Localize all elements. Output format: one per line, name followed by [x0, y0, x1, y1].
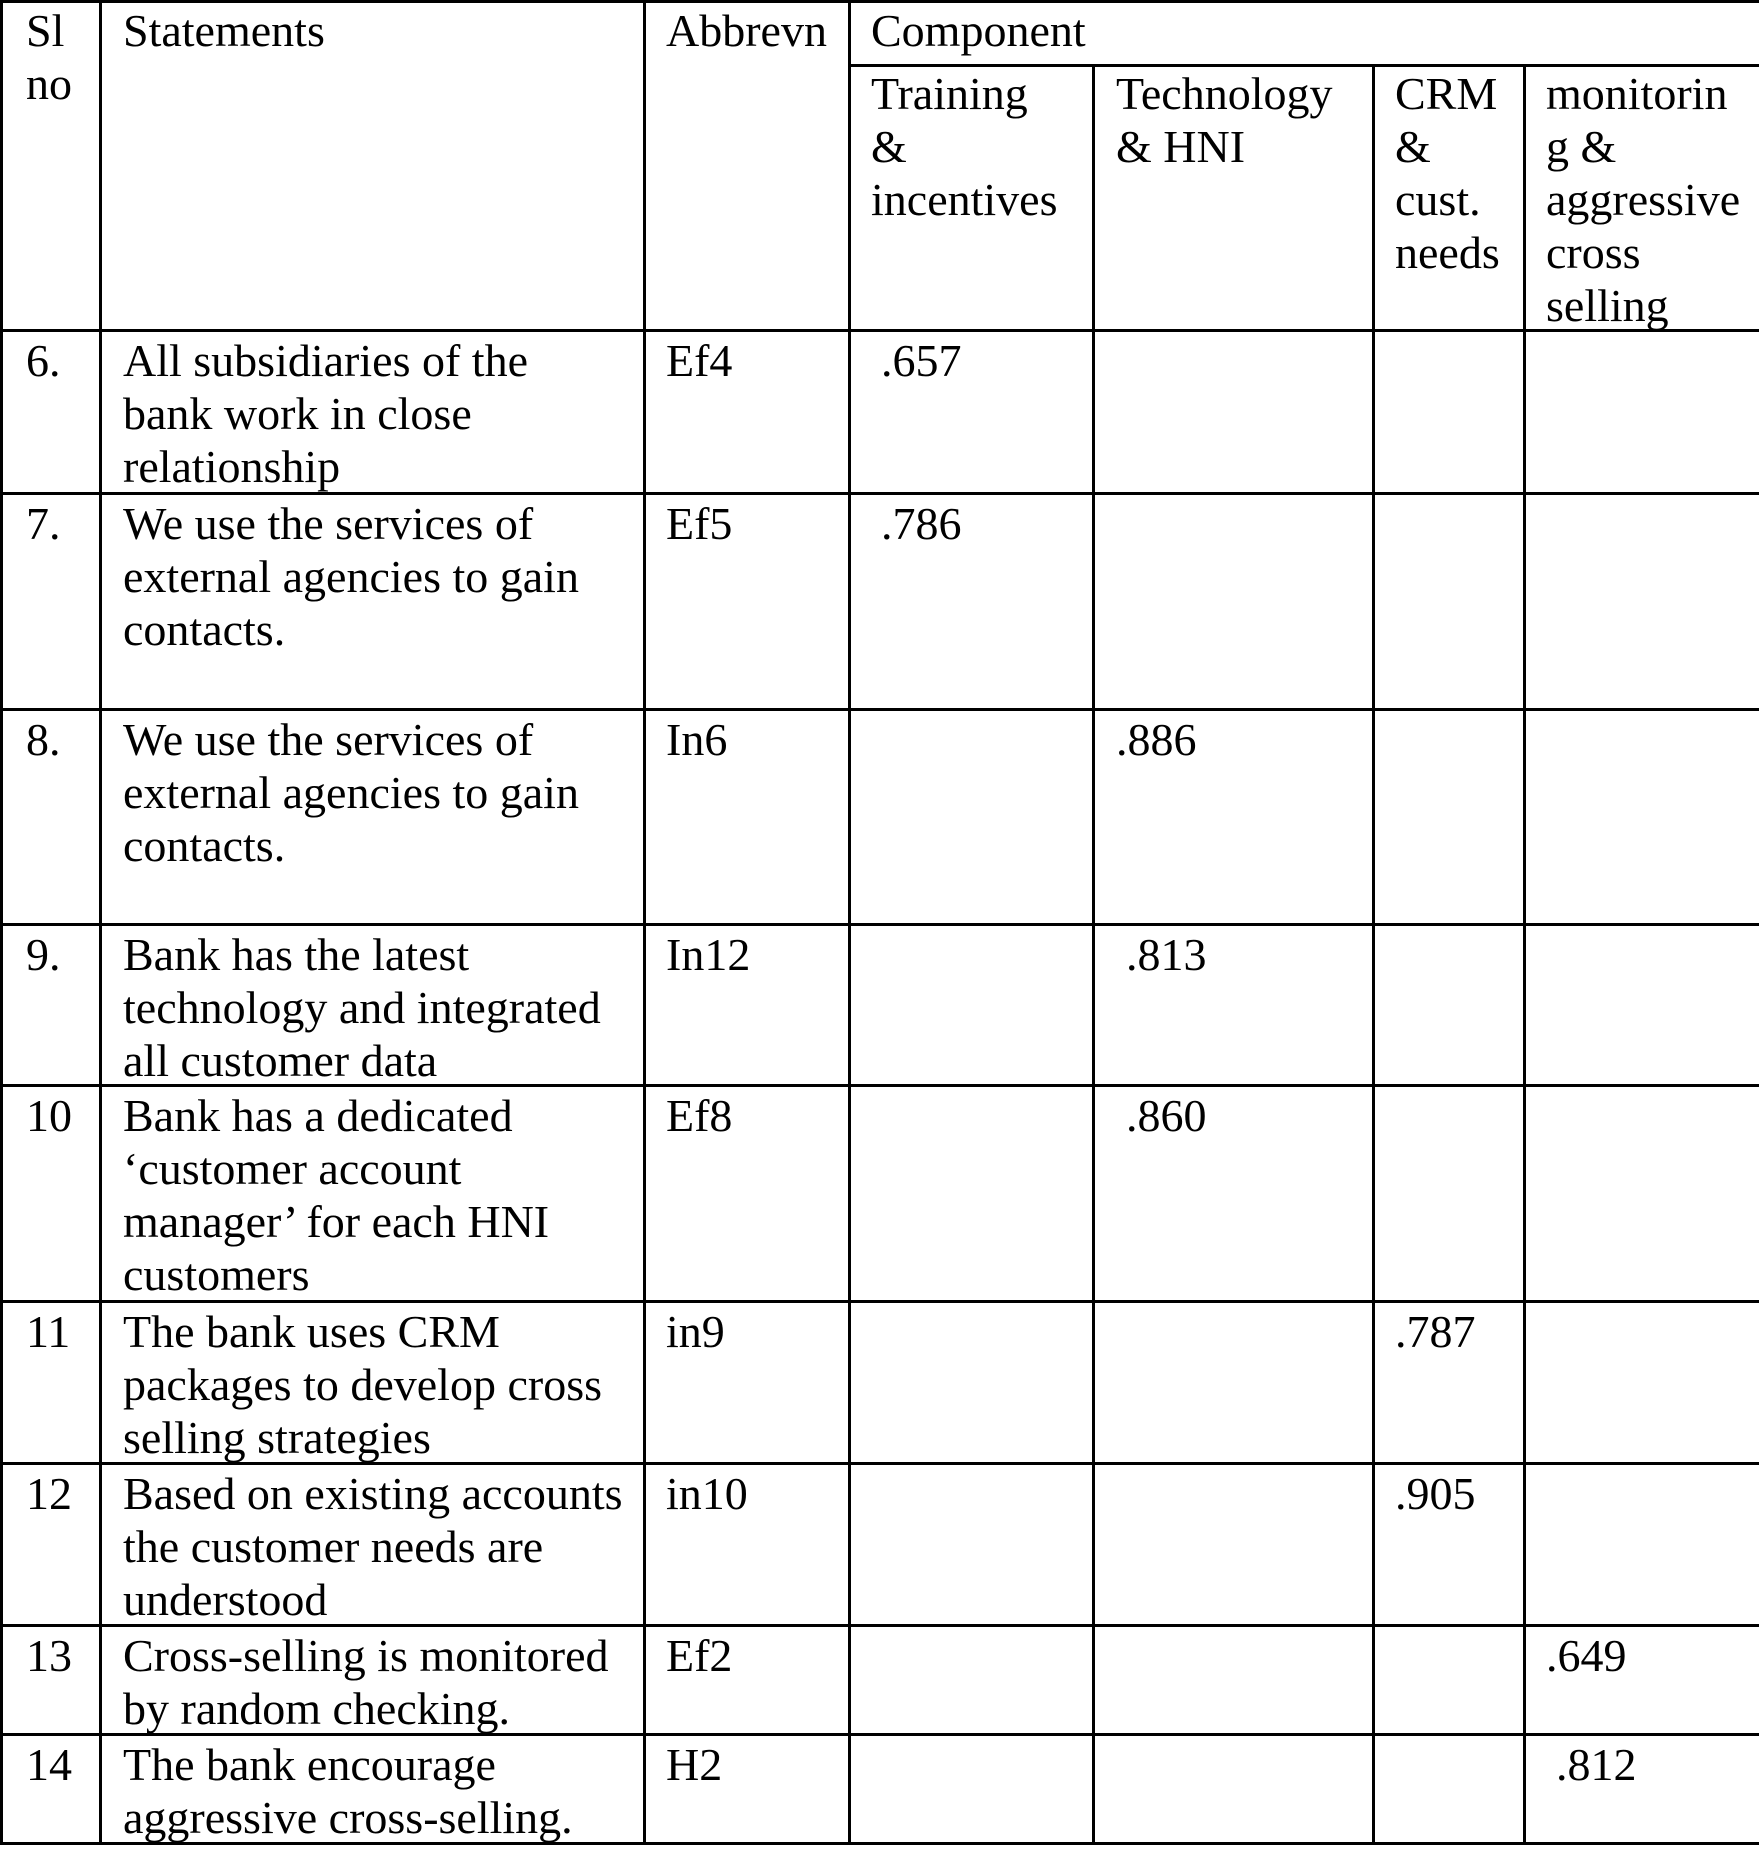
row-sl: 11	[26, 1306, 71, 1357]
row-abbrevn: In12	[666, 929, 751, 980]
row-abbrevn: H2	[666, 1739, 723, 1790]
rule-col-monitoring	[1523, 64, 1526, 1845]
row-crm-loading: .787	[1395, 1306, 1476, 1357]
row-abbrevn: in10	[666, 1468, 748, 1519]
row-sl: 6.	[26, 335, 61, 386]
header-training-incentives: Training & incentives	[871, 68, 1058, 225]
rule-col-crm	[1372, 64, 1375, 1845]
row-statement: All subsidiaries of the bank work in close relationship	[123, 335, 528, 492]
row-abbrevn: In6	[666, 714, 728, 765]
row-sl: 12	[26, 1468, 72, 1519]
row-technology-loading: .813	[1126, 929, 1207, 980]
row-abbrevn: Ef5	[666, 498, 733, 549]
row-monitoring-loading: .812	[1556, 1739, 1637, 1790]
row-statement: Bank has the latest technology and integrated all customer data	[123, 929, 601, 1086]
row-training-loading: .657	[881, 335, 962, 386]
rule-col-abbrevn	[643, 0, 646, 1845]
row-technology-loading: .860	[1126, 1090, 1207, 1141]
row-sl: 14	[26, 1739, 72, 1790]
rule-row-7	[0, 708, 1759, 711]
rule-col-statements	[99, 0, 102, 1845]
header-technology-hni: Technology & HNI	[1116, 68, 1333, 172]
row-abbrevn: Ef4	[666, 335, 733, 386]
row-statement: Cross-selling is monitored by random checking.	[123, 1630, 609, 1734]
rule-header-bottom	[0, 329, 1759, 332]
header-abbrevn: Abbrevn	[666, 5, 827, 56]
row-statement: We use the services of external agencies to gain contacts.	[123, 498, 579, 655]
header-sl-no: Sl no	[26, 5, 72, 109]
row-abbrevn: in9	[666, 1306, 725, 1357]
border-top	[0, 0, 1759, 3]
row-monitoring-loading: .649	[1546, 1630, 1627, 1681]
row-statement: The bank encourage aggressive cross-selling.	[123, 1739, 573, 1843]
row-statement: We use the services of external agencies to gain contacts.	[123, 714, 579, 871]
row-sl: 8.	[26, 714, 61, 765]
row-technology-loading: .886	[1116, 714, 1197, 765]
row-sl: 9.	[26, 929, 61, 980]
header-crm-cust-needs: CRM & cust. needs	[1395, 68, 1500, 278]
row-abbrevn: Ef8	[666, 1090, 733, 1141]
header-statements: Statements	[123, 5, 325, 56]
row-training-loading: .786	[881, 498, 962, 549]
header-monitoring-cross-selling: monitorin g & aggressive cross selling	[1546, 68, 1741, 331]
row-crm-loading: .905	[1395, 1468, 1476, 1519]
border-left	[0, 0, 3, 1845]
row-statement: Based on existing accounts the customer needs are understood	[123, 1468, 623, 1625]
rule-col-training	[848, 0, 851, 1845]
row-statement: Bank has a dedicated ‘customer account manager’ for each HNI customers	[123, 1090, 550, 1300]
rule-col-technology	[1092, 64, 1095, 1845]
row-abbrevn: Ef2	[666, 1630, 733, 1681]
row-sl: 10	[26, 1090, 72, 1141]
header-component: Component	[871, 5, 1086, 56]
rule-row-8	[0, 923, 1759, 926]
row-sl: 7.	[26, 498, 61, 549]
row-sl: 13	[26, 1630, 72, 1681]
row-statement: The bank uses CRM packages to develop cross selling strategies	[123, 1306, 603, 1463]
